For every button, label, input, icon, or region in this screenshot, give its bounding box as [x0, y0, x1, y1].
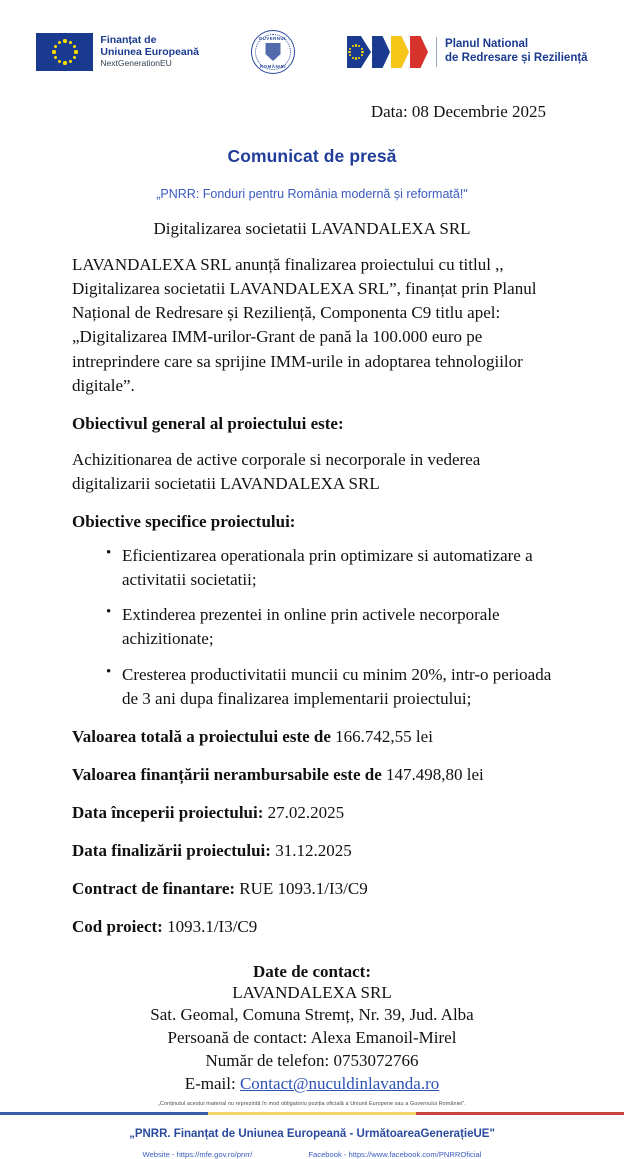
eu-star-icon	[73, 45, 76, 48]
eu-star-icon	[349, 48, 351, 50]
eu-star-icon	[349, 54, 351, 56]
contact-section	[72, 962, 552, 1097]
date-line: Data: 08 Decembrie 2025	[370, 102, 546, 121]
eu-star-icon	[348, 51, 350, 53]
eu-star-icon	[355, 57, 357, 59]
eu-star-icon	[358, 57, 360, 59]
detail-value: 27.02.2025	[267, 803, 345, 822]
pnrr-label	[445, 38, 588, 65]
pnrr-chevrons-icon	[347, 36, 428, 68]
detail-row-contract	[72, 877, 552, 901]
detail-row-start-date	[72, 801, 552, 825]
detail-row-total-value	[72, 725, 552, 749]
eu-label-line3: NextGenerationEU	[100, 58, 172, 69]
detail-value: RUE 1093.1/I3/C9	[239, 879, 368, 899]
eu-star-icon	[69, 41, 72, 44]
eu-star-icon	[54, 45, 57, 48]
footer-facebook-link[interactable]: Facebook - https://www.facebook.com/PNRROficial	[308, 1150, 482, 1159]
list-item: • Extinderea prezentei in online prin activele necorporale achizitionate;	[106, 603, 552, 651]
list-item: • Eficientizarea operationala prin optimizare si automatizare a activitatii societatii;	[106, 544, 552, 592]
romanian-government-seal-icon	[251, 30, 295, 74]
contact-email-link[interactable]: Contact@nuculdinlavanda.ro	[239, 1074, 440, 1094]
footer	[0, 1112, 624, 1159]
eu-star-icon	[361, 54, 363, 56]
detail-label: Valoarea totală a proiectului este de	[72, 726, 331, 746]
pnrr-label-line1: Planul National	[445, 38, 529, 51]
document-body	[0, 102, 624, 1107]
tricolor-blue-segment	[0, 1112, 208, 1115]
eu-star-icon	[73, 56, 76, 59]
contact-email-row	[72, 1073, 552, 1096]
detail-value: 31.12.2025	[275, 841, 352, 861]
eu-star-icon	[355, 44, 357, 46]
eu-star-icon	[58, 41, 61, 44]
footer-links	[0, 1150, 624, 1159]
romanian-tricolor-divider	[0, 1112, 624, 1115]
eu-funding-logo	[36, 33, 199, 71]
detail-value: 1093.1/I3/C9	[167, 917, 258, 937]
detail-row-project-code	[72, 915, 552, 939]
general-objective-text: Achizitionarea de active corporale si necorporale in vederea digitalizarii societatii LAVANDALEXA SRL	[72, 449, 481, 493]
european-union-flag-icon	[36, 33, 93, 71]
page-title: Comunicat de presă	[227, 146, 397, 166]
pnrr-logo	[347, 36, 588, 68]
header-logo-bar	[0, 0, 624, 88]
seal-crest-shape	[266, 43, 281, 61]
intro-paragraph: LAVANDALEXA SRL anunță finalizarea proiectului cu titlul ,, Digitalizarea societatii LAVANDALEXA SRL”, finanțat prin Planul Național de Redresare și Reziliență, Componenta C9 titlu apel: „Digitalizarea IMM-urilor-Grant de pană la 100.000 euro pe intreprindere care sa sprijine IMM-urile in adoptarea tehnologiilor digitale”.	[72, 255, 537, 395]
eu-label-line1: Finanțat de	[100, 33, 157, 46]
detail-label: Data începerii proiectului:	[72, 803, 264, 822]
detail-value: 166.742,55 lei	[335, 726, 433, 746]
seal-bottom-text: ROMÂNIEI	[260, 63, 287, 69]
contact-heading: Date de contact:	[252, 961, 371, 981]
chevron-yellow-icon	[391, 36, 409, 68]
chevron-red-icon	[410, 36, 428, 68]
eu-star-icon	[54, 56, 57, 59]
specific-objectives-list	[72, 544, 552, 711]
pnrr-label-line2: de Redresare și Reziliență	[445, 52, 588, 64]
eu-star-icon	[352, 57, 354, 59]
specific-objectives-heading: Obiective specifice proiectului:	[72, 512, 296, 531]
eu-star-icon	[69, 60, 72, 63]
detail-label: Data finalizării proiectului:	[72, 841, 271, 861]
detail-value: 147.498,80 lei	[386, 764, 484, 784]
eu-star-icon	[358, 45, 360, 47]
list-item: • Cresterea productivitatii muncii cu minim 20%, intr-o perioada de 3 ani dupa finalizarea implementarii proiectului;	[106, 663, 552, 711]
eu-star-icon	[74, 50, 77, 53]
eu-star-icon	[63, 39, 66, 42]
pnrr-logo-divider	[436, 37, 437, 67]
eu-star-icon	[361, 51, 363, 53]
tricolor-red-segment	[416, 1112, 624, 1115]
chevron-blue-icon	[372, 36, 390, 68]
chevron-eu-icon	[347, 36, 371, 68]
contact-address: Sat. Geomal, Comuna Stremț, Nr. 39, Jud. Alba	[150, 1005, 474, 1025]
eu-star-icon	[63, 61, 66, 64]
eu-funding-label	[100, 35, 199, 69]
contact-person: Persoană de contact: Alexa Emanoil-Mirel	[167, 1028, 457, 1048]
general-objective-heading: Obiectivul general al proiectului este:	[72, 413, 344, 433]
eu-star-icon	[52, 50, 55, 53]
footer-slogan: „PNRR. Finanțat de Uniunea Europeană - UrmătoareaGenerațieUE"	[129, 1128, 495, 1141]
project-title: Digitalizarea societatii LAVANDALEXA SRL	[153, 219, 471, 238]
eu-label-line2: Uniunea Europeană	[100, 45, 200, 58]
eu-star-icon	[352, 45, 354, 47]
legal-disclaimer: „Conținutul acestui material nu reprezintă în mod obligatoriu poziția oficială a Uniunii Europene sau a Guvernului României".	[158, 1101, 466, 1108]
footer-website-link[interactable]: Website - https://mfe.gov.ro/pnrr/	[142, 1150, 253, 1159]
contact-phone: Număr de telefon: 0753072766	[205, 1051, 419, 1071]
detail-label: Valoarea finanțării nerambursabile este de	[72, 764, 382, 784]
eu-star-icon	[58, 60, 61, 63]
contact-email-label: E-mail:	[184, 1074, 236, 1094]
detail-label: Contract de finantare:	[72, 879, 236, 899]
detail-label: Cod proiect:	[72, 917, 163, 937]
contact-company: LAVANDALEXA SRL	[232, 982, 392, 1002]
detail-row-grant-value	[72, 763, 552, 787]
tricolor-yellow-segment	[208, 1112, 416, 1115]
seal-top-text: GUVERNUL	[258, 35, 288, 41]
detail-row-end-date	[72, 839, 552, 863]
document-subtitle: „PNRR: Fonduri pentru România modernă și reformată!"	[156, 187, 468, 201]
eu-star-icon	[361, 48, 363, 50]
